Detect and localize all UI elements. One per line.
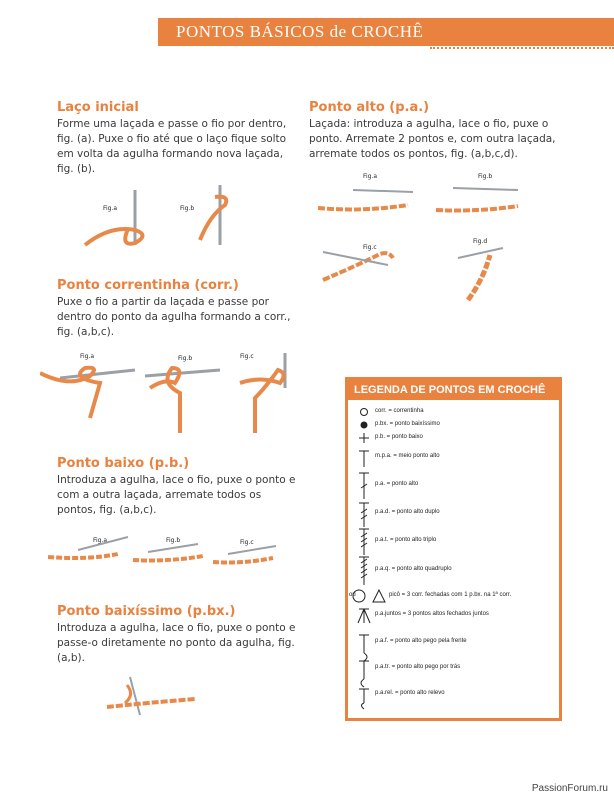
fig-label: Fig.a: [363, 173, 378, 180]
dc-icon: [359, 473, 369, 499]
picot-icon: [353, 590, 385, 602]
section-laco-inicial: [57, 100, 297, 177]
cluster-icon: [358, 609, 370, 623]
watermark: PassionForum.ru: [531, 783, 608, 794]
fig-label: Fig.d: [473, 238, 488, 245]
legend-title: LEGENDA DE PONTOS EM CROCHÊ: [348, 380, 559, 400]
section-title: Ponto alto (p.a.): [309, 100, 430, 115]
yarn-loop-icon: [40, 368, 100, 418]
baixo-figures: [48, 532, 278, 572]
yarn-chain-icon: [468, 255, 490, 300]
circle-filled-icon: [361, 422, 368, 429]
bpdc-icon: [359, 661, 369, 687]
alto-figures: [318, 170, 528, 315]
fig-label: Fig.c: [240, 353, 254, 360]
section-body: Forme uma laçada e passe o fio por dentro, fig. (a). Puxe o fio até que o laço fique solto em volta da agulha formando nova laçada, fig. (b).: [57, 118, 287, 175]
yarn-loop-icon: [240, 370, 284, 433]
section-ponto-baixo: [57, 456, 297, 518]
yarn-chain-icon: [213, 558, 273, 563]
yarn-loop-icon: [200, 197, 226, 240]
section-title: Ponto baixo (p.b.): [57, 456, 190, 471]
section-body: Introduza a agulha, lace o fio, puxe o ponto e com a outra laçada, arremate todos os pontos, fig. (a,b,c).: [57, 474, 296, 516]
hook-icon: [353, 190, 413, 192]
quad-icon: [359, 557, 369, 585]
yarn-chain-icon: [318, 205, 408, 209]
header-dotted-rule: [430, 45, 614, 49]
fig-label: Fig.b: [166, 537, 181, 544]
section-title: Ponto baixíssimo (p.bx.): [57, 604, 236, 619]
yarn-chain-icon: [323, 253, 393, 280]
section-title: Ponto correntinha (corr.): [57, 278, 239, 293]
section-title: Laço inicial: [57, 100, 139, 115]
section-body: Puxe o fio a partir da laçada e passe por dentro do ponto da agulha formando a corr., fig. (a,b,c).: [57, 296, 291, 338]
section-ponto-baixissimo: [57, 604, 297, 666]
fig-label: Fig.a: [80, 353, 95, 360]
section-body: Laçada: introduza a agulha, lace o fio, puxe o ponto. Arremate 2 pontos e, com outra laçada, arremate todos os pontos, fig. (a,b,c,d).: [309, 118, 556, 160]
hook-icon: [453, 188, 518, 190]
yarn-loop-icon: [125, 685, 131, 703]
t-stitch-icon: [359, 451, 369, 467]
circle-open-icon: [361, 409, 368, 416]
hook-icon: [228, 546, 276, 554]
fpdc-icon: [359, 635, 369, 661]
section-ponto-alto: [309, 100, 559, 162]
hook-icon: [458, 248, 503, 258]
baixissimo-figure: [105, 675, 205, 725]
yarn-chain-icon: [133, 556, 203, 561]
fig-label: Fig.b: [180, 205, 195, 212]
corrente-figures: [40, 348, 300, 438]
hook-icon: [148, 544, 198, 552]
tr-icon: [359, 503, 369, 527]
page-header: [158, 18, 614, 46]
fig-label: Fig.b: [178, 355, 193, 362]
fig-label: Fig.a: [93, 537, 108, 544]
yarn-chain-icon: [48, 554, 118, 558]
fig-label: Fig.c: [240, 539, 254, 546]
hook-icon: [145, 370, 220, 376]
trtr-icon: [359, 529, 369, 555]
yarn-chain-icon: [107, 699, 195, 707]
fig-label: Fig.c: [363, 244, 377, 251]
section-body: Introduza a agulha, lace o fio, puxe o ponto e passe-o diretamente no ponto da agulha, fig. (a,b).: [57, 622, 296, 664]
section-corrente: [57, 278, 297, 340]
relief-icon: [359, 689, 369, 709]
yarn-chain-icon: [436, 206, 518, 211]
hook-icon: [60, 370, 135, 378]
page-title: PONTOS BÁSICOS de CROCHÊ: [176, 22, 424, 41]
fig-label: Fig.b: [478, 173, 493, 180]
laco-figures: [80, 185, 250, 255]
fig-label: Fig.a: [103, 205, 118, 212]
hook-icon: [323, 252, 388, 265]
yarn-loop-icon: [150, 368, 180, 433]
